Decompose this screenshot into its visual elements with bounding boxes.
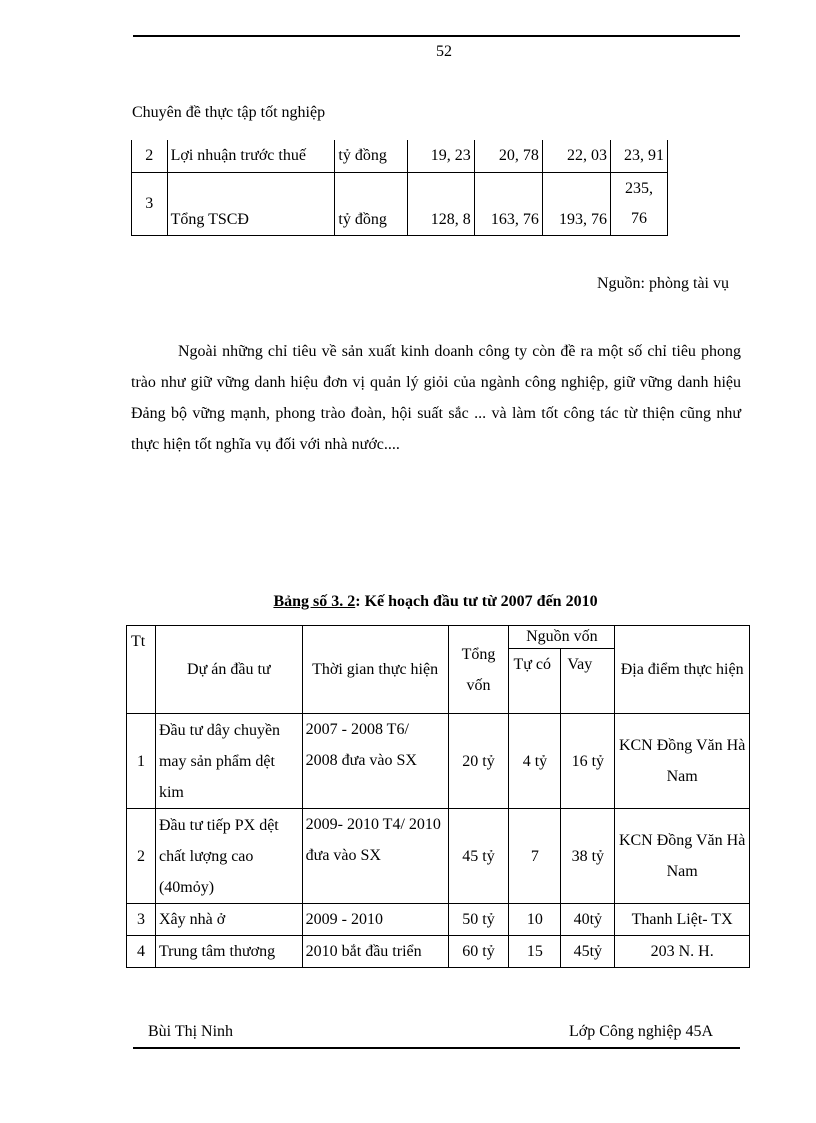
footer-author: Bùi Thị Ninh — [148, 1023, 234, 1040]
project-cell: Đầu tư dây chuyền may sản phẩm dệt kim — [155, 714, 302, 809]
capital-cell: 50 tỷ — [448, 904, 509, 936]
time-cell: 2009 - 2010 — [302, 904, 448, 936]
header-source: Nguồn vốn — [509, 626, 615, 649]
location-cell: KCN Đồng Văn Hà Nam — [615, 714, 750, 809]
time-cell: 2007 - 2008 T6/ 2008 đưa vào SX — [302, 714, 448, 809]
value-cell: 20, 78 — [474, 140, 542, 173]
caption-prefix: Bảng số 3. 2 — [273, 593, 356, 610]
table-row — [127, 936, 750, 968]
row-number: 3 — [132, 173, 168, 236]
running-title: Chuyên đề thực tập tốt nghiệp — [132, 104, 326, 121]
table-row — [127, 904, 750, 936]
table-caption — [0, 593, 816, 611]
item-name: Lợi nhuận trước thuế — [167, 140, 335, 173]
project-cell: Đầu tư tiếp PX dệt chất lượng cao (40mỏy) — [155, 809, 302, 904]
footer-rule — [133, 1047, 740, 1049]
header-tt: Tt — [127, 626, 156, 714]
value-cell: 22, 03 — [542, 140, 610, 173]
header-row — [127, 626, 750, 649]
own-cell: 4 tỷ — [509, 714, 561, 809]
value-cell: 23, 91 — [611, 140, 668, 173]
header-project: Dự án đầu tư — [155, 626, 302, 714]
loan-cell: 16 tỷ — [561, 714, 615, 809]
own-cell: 10 — [509, 904, 561, 936]
time-cell: 2010 bắt đầu triển — [302, 936, 448, 968]
own-cell: 7 — [509, 809, 561, 904]
row-tt: 4 — [127, 936, 156, 968]
location-cell: 203 N. H. — [615, 936, 750, 968]
footer-class: Lớp Công nghiệp 45A — [569, 1023, 714, 1040]
location-cell: Thanh Liệt- TX — [615, 904, 750, 936]
header-loan: Vay — [561, 649, 615, 714]
time-cell: 2009- 2010 T4/ 2010 đưa vào SX — [302, 809, 448, 904]
location-cell: KCN Đồng Văn Hà Nam — [615, 809, 750, 904]
value-cell: 128, 8 — [407, 173, 474, 236]
body-paragraph — [131, 336, 741, 460]
header-time: Thời gian thực hiện — [302, 626, 448, 714]
page-number: 52 — [436, 43, 452, 60]
value-cell: 19, 23 — [407, 140, 474, 173]
source-note: Nguồn: phòng tài vụ — [597, 275, 729, 292]
capital-cell: 45 tỷ — [448, 809, 509, 904]
unit: tỷ đồng — [335, 140, 407, 173]
loan-cell: 45tỷ — [561, 936, 615, 968]
item-name: Tổng TSCĐ — [167, 173, 335, 236]
own-cell: 15 — [509, 936, 561, 968]
value-line: 76 — [631, 210, 647, 227]
financial-table — [131, 140, 668, 236]
row-tt: 3 — [127, 904, 156, 936]
row-tt: 2 — [127, 809, 156, 904]
paragraph-text: Ngoài những chỉ tiêu về sản xuất kinh doanh công ty còn đề ra một số chỉ tiêu phong trào như giữ vững danh hiệu đơn vị quản lý giỏi của ngành công nghiệp, giữ vững danh hiệu Đảng bộ vững mạnh, phong trào đoàn, hội suất sắc ... và làm tốt công tác từ thiện cũng như thực hiện tốt nghĩa vụ đối với nhà nước.... — [131, 343, 741, 453]
value-cell — [611, 173, 668, 236]
table-row — [132, 140, 668, 173]
header-capital: Tổng vốn — [448, 626, 509, 714]
table-row — [132, 173, 668, 236]
value-line: 235, — [625, 180, 653, 197]
table-row — [127, 714, 750, 809]
capital-cell: 60 tỷ — [448, 936, 509, 968]
project-cell: Xây nhà ở — [155, 904, 302, 936]
row-number: 2 — [132, 140, 168, 173]
header-rule — [133, 35, 740, 37]
investment-table — [126, 625, 750, 968]
unit: tỷ đồng — [335, 173, 407, 236]
loan-cell: 38 tỷ — [561, 809, 615, 904]
value-cell: 163, 76 — [474, 173, 542, 236]
loan-cell: 40tỷ — [561, 904, 615, 936]
capital-cell: 20 tỷ — [448, 714, 509, 809]
row-tt: 1 — [127, 714, 156, 809]
caption-rest: : Kế hoạch đầu tư từ 2007 đến 2010 — [355, 593, 598, 610]
value-cell: 193, 76 — [542, 173, 610, 236]
header-own: Tự có — [509, 649, 561, 714]
project-cell: Trung tâm thương — [155, 936, 302, 968]
table-row — [127, 809, 750, 904]
header-location: Địa điểm thực hiện — [615, 626, 750, 714]
